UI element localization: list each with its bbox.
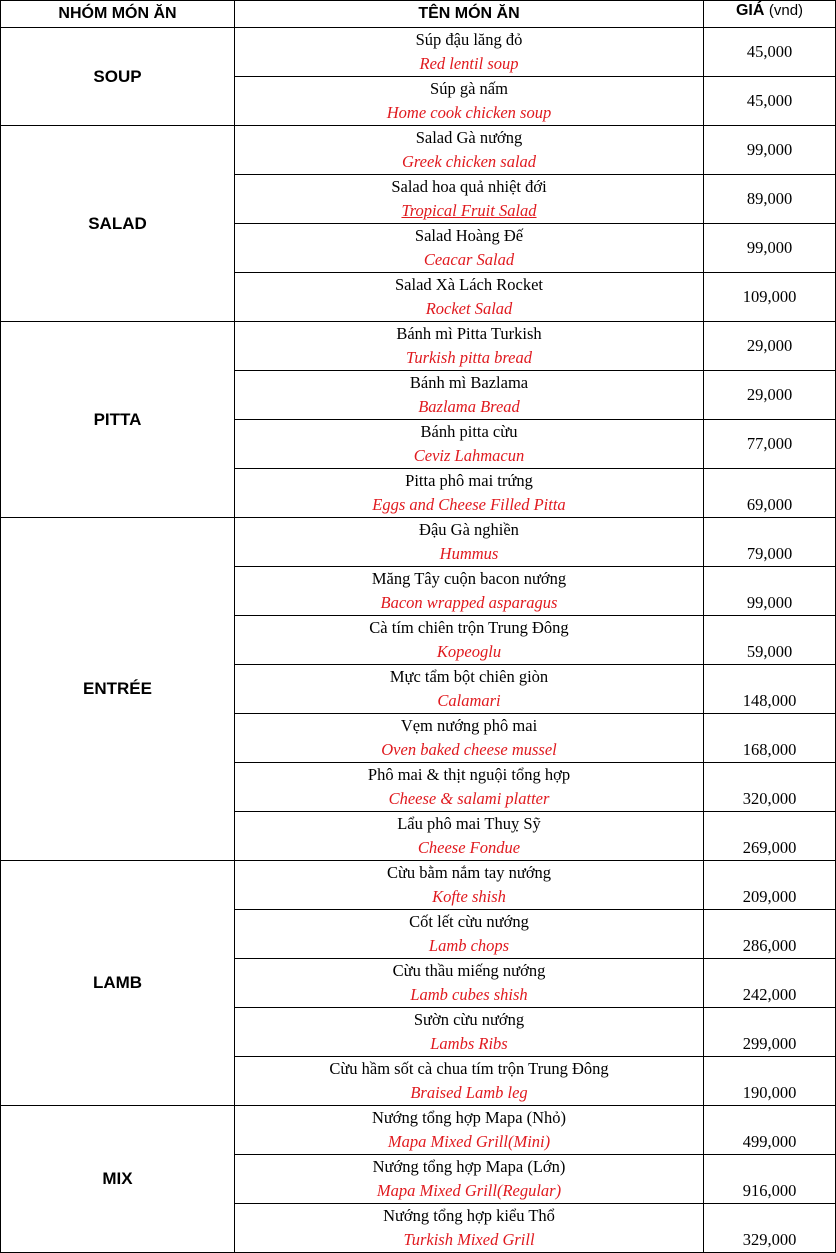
- header-dish: TÊN MÓN ĂN: [235, 1, 704, 28]
- price-cell: 168,000: [704, 714, 836, 763]
- dish-name-en: Tropical Fruit Salad: [401, 201, 537, 220]
- dish-cell: [235, 126, 704, 175]
- price-cell: 45,000: [704, 77, 836, 126]
- section-soup: [1, 28, 836, 126]
- header-price-unit: (vnd): [768, 2, 804, 19]
- price-cell: 190,000: [704, 1057, 836, 1106]
- dish-name-en: Greek chicken salad: [401, 152, 537, 171]
- dish-cell: [235, 273, 704, 322]
- dish-name-en: Lamb cubes shish: [410, 985, 528, 1004]
- dish-name-en: Turkish pitta bread: [406, 348, 532, 367]
- dish-cell: [235, 910, 704, 959]
- price-cell: 99,000: [704, 126, 836, 175]
- price-cell: 29,000: [704, 322, 836, 371]
- dish-name-en: Braised Lamb leg: [410, 1083, 528, 1102]
- price-cell: 148,000: [704, 665, 836, 714]
- dish-name-vn: Bánh pitta cừu: [420, 422, 518, 441]
- price-cell: 242,000: [704, 959, 836, 1008]
- price-cell: 99,000: [704, 224, 836, 273]
- price-cell: 59,000: [704, 616, 836, 665]
- header-group: NHÓM MÓN ĂN: [1, 1, 235, 28]
- dish-name-vn: Măng Tây cuộn bacon nướng: [371, 569, 567, 588]
- dish-cell: [235, 1057, 704, 1106]
- dish-name-vn: Salad Hoàng Đế: [414, 226, 524, 245]
- dish-name-en: Bazlama Bread: [418, 397, 520, 416]
- header-price: [704, 1, 836, 28]
- section-pitta: [1, 322, 836, 518]
- price-cell: 299,000: [704, 1008, 836, 1057]
- dish-name-en: Turkish Mixed Grill: [403, 1230, 535, 1249]
- section-salad: [1, 126, 836, 322]
- dish-name-en: Kofte shish: [432, 887, 506, 906]
- price-cell: 45,000: [704, 28, 836, 77]
- dish-name-en: Rocket Salad: [425, 299, 513, 318]
- dish-cell: [235, 763, 704, 812]
- dish-name-en: Cheese & salami platter: [388, 789, 550, 808]
- table-row: [1, 1106, 836, 1155]
- dish-cell: [235, 861, 704, 910]
- dish-name-vn: Pitta phô mai trứng: [405, 471, 533, 490]
- group-label: MIX: [1, 1106, 235, 1253]
- table-row: [1, 518, 836, 567]
- dish-name-vn: Vẹm nướng phô mai: [400, 716, 538, 735]
- dish-cell: [235, 1106, 704, 1155]
- group-label: LAMB: [1, 861, 235, 1106]
- group-label: PITTA: [1, 322, 235, 518]
- header-price-label: GIÁ: [735, 2, 765, 19]
- dish-name-en: Lambs Ribs: [430, 1034, 508, 1053]
- dish-name-vn: Cừu hầm sốt cà chua tím trộn Trung Đông: [329, 1059, 609, 1078]
- dish-name-en: Mapa Mixed Grill(Regular): [376, 1181, 562, 1200]
- dish-name-vn: Nướng tổng hợp Mapa (Nhỏ): [371, 1108, 567, 1127]
- table-row: [1, 322, 836, 371]
- group-label: SOUP: [1, 28, 235, 126]
- dish-name-vn: Salad hoa quả nhiệt đới: [391, 177, 547, 196]
- price-cell: 89,000: [704, 175, 836, 224]
- dish-name-en: Cheese Fondue: [417, 838, 521, 857]
- dish-name-en: Mapa Mixed Grill(Mini): [387, 1132, 551, 1151]
- dish-name-en: Eggs and Cheese Filled Pitta: [372, 495, 566, 514]
- dish-name-vn: Salad Xà Lách Rocket: [395, 275, 543, 294]
- dish-name-vn: Nướng tổng hợp Mapa (Lớn): [372, 1157, 566, 1176]
- price-cell: 286,000: [704, 910, 836, 959]
- dish-name-vn: Mực tẩm bột chiên giòn: [389, 667, 549, 686]
- price-cell: 109,000: [704, 273, 836, 322]
- dish-name-vn: Sườn cừu nướng: [413, 1010, 525, 1029]
- dish-cell: [235, 1204, 704, 1253]
- price-cell: 69,000: [704, 469, 836, 518]
- price-cell: 320,000: [704, 763, 836, 812]
- dish-name-en: Hummus: [439, 544, 499, 563]
- dish-cell: [235, 1155, 704, 1204]
- price-cell: 99,000: [704, 567, 836, 616]
- dish-name-vn: Phô mai & thịt nguội tổng hợp: [367, 765, 571, 784]
- dish-name-vn: Đậu Gà nghiền: [419, 520, 519, 539]
- dish-cell: [235, 28, 704, 77]
- dish-name-vn: Bánh mì Bazlama: [409, 373, 529, 392]
- dish-name-vn: Cà tím chiên trộn Trung Đông: [369, 618, 569, 637]
- price-cell: 916,000: [704, 1155, 836, 1204]
- dish-cell: [235, 616, 704, 665]
- dish-cell: [235, 77, 704, 126]
- dish-name-vn: Súp gà nấm: [430, 79, 508, 98]
- price-cell: 329,000: [704, 1204, 836, 1253]
- dish-name-en: Red lentil soup: [419, 54, 519, 73]
- section-mix: [1, 1106, 836, 1253]
- dish-name-en: Oven baked cheese mussel: [381, 740, 557, 759]
- dish-cell: [235, 1008, 704, 1057]
- dish-name-vn: Cừu bằm nắm tay nướng: [386, 863, 552, 882]
- dish-cell: [235, 665, 704, 714]
- dish-name-en: Lamb chops: [428, 936, 510, 955]
- price-cell: 269,000: [704, 812, 836, 861]
- group-label: SALAD: [1, 126, 235, 322]
- header-row: [1, 1, 836, 28]
- dish-cell: [235, 175, 704, 224]
- dish-name-en: Calamari: [437, 691, 501, 710]
- dish-cell: [235, 224, 704, 273]
- price-cell: 29,000: [704, 371, 836, 420]
- section-entree: [1, 518, 836, 861]
- dish-cell: [235, 714, 704, 763]
- dish-name-en: Home cook chicken soup: [386, 103, 552, 122]
- dish-cell: [235, 322, 704, 371]
- dish-name-vn: Súp đậu lăng đỏ: [415, 30, 523, 49]
- dish-cell: [235, 518, 704, 567]
- dish-name-vn: Cừu thầu miếng nướng: [392, 961, 546, 980]
- dish-cell: [235, 371, 704, 420]
- dish-name-vn: Nướng tổng hợp kiểu Thổ: [383, 1206, 555, 1225]
- price-cell: 77,000: [704, 420, 836, 469]
- section-lamb: [1, 861, 836, 1106]
- dish-cell: [235, 420, 704, 469]
- dish-name-en: Kopeoglu: [436, 642, 502, 661]
- group-label: ENTRÉE: [1, 518, 235, 861]
- dish-name-en: Ceviz Lahmacun: [413, 446, 525, 465]
- dish-name-en: Bacon wrapped asparagus: [380, 593, 558, 612]
- dish-name-vn: Lẩu phô mai Thuỵ Sỹ: [397, 814, 541, 833]
- dish-name-vn: Salad Gà nướng: [415, 128, 523, 147]
- dish-cell: [235, 567, 704, 616]
- table-row: [1, 28, 836, 77]
- dish-name-vn: Bánh mì Pitta Turkish: [396, 324, 542, 343]
- table-row: [1, 126, 836, 175]
- table-row: [1, 861, 836, 910]
- price-cell: 79,000: [704, 518, 836, 567]
- dish-cell: [235, 812, 704, 861]
- dish-cell: [235, 959, 704, 1008]
- dish-name-en: Ceacar Salad: [423, 250, 515, 269]
- dish-name-vn: Cốt lết cừu nướng: [409, 912, 529, 931]
- dish-cell: [235, 469, 704, 518]
- price-cell: 209,000: [704, 861, 836, 910]
- price-cell: 499,000: [704, 1106, 836, 1155]
